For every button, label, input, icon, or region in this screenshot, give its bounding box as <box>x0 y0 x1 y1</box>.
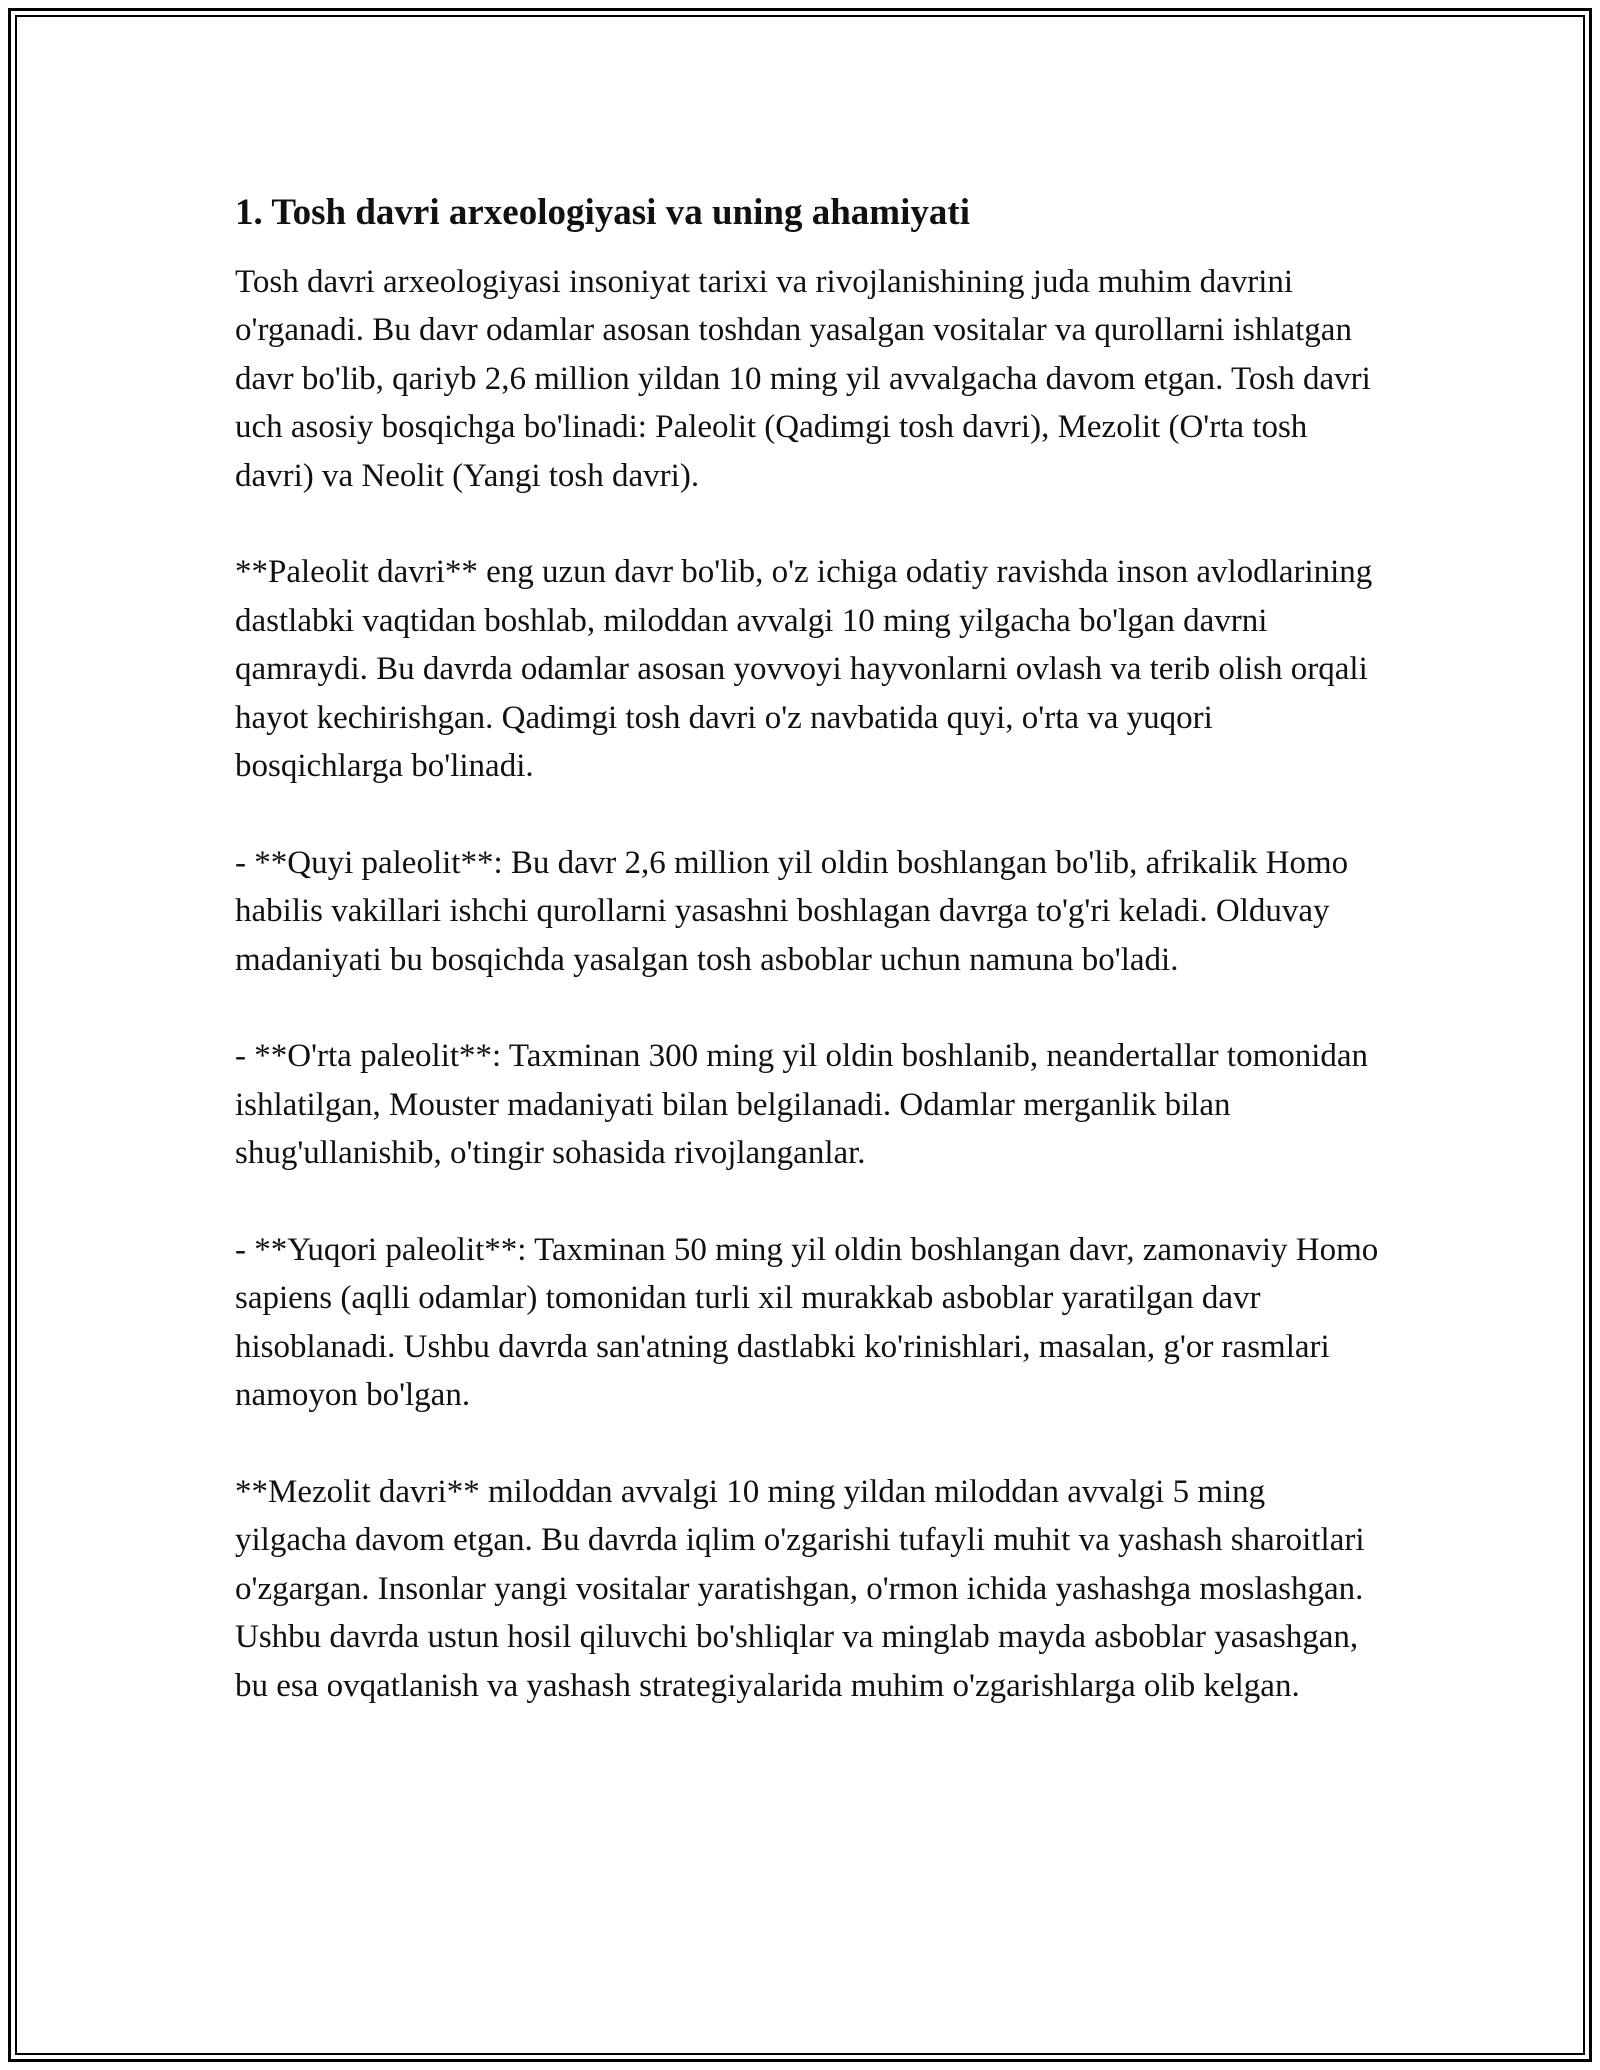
paragraph-yuqori-paleolit: - **Yuqori paleolit**: Taxminan 50 ming yil oldin boshlangan davr, zamonaviy Homo sapiens (aqlli odamlar) tomonidan turli xil murakkab asboblar yaratilgan davr hisoblanadi. Ushbu davrda san'atning dastlabki ko'rinishlari, masalan, g'or rasmlari namoyon bo'lgan. <box>235 1232 1379 1414</box>
paragraph-quyi-paleolit: - **Quyi paleolit**: Bu davr 2,6 million yil oldin boshlangan bo'lib, afrikalik Homo habilis vakillari ishchi qurollarni yasashni boshlagan davrga to'g'ri keladi. Olduvay madaniyati bu bosqichda yasalgan tosh asboblar uchun namuna bo'ladi. <box>235 844 1349 978</box>
paragraph-paleolit: **Paleolit davri** eng uzun davr bo'lib, o'z ichiga odatiy ravishda inson avlodlarining dastlabki vaqtidan boshlab, miloddan avvalgi 10 ming yilgacha bo'lgan davrni qamraydi. Bu davrda odamlar asosan yovvoyi hayvonlarni ovlash va terib olish orqali hayot kechirishgan. Qadimgi tosh davri o'z navbatida quyi, o'rta va yuqori bosqichlarga bo'linadi. <box>235 554 1373 785</box>
paragraph-orta-paleolit: - **O'rta paleolit**: Taxminan 300 ming yil oldin boshlanib, neandertallar tomonidan ishlatilgan, Mouster madaniyati bilan belgilanadi. Odamlar merganlik bilan shug'ullanishib, o'tingir sohasida rivojlanganlar. <box>235 1038 1369 1172</box>
paragraph-intro: Tosh davri arxeologiyasi insoniyat tarixi va rivojlanishining juda muhim davrini o'rganadi. Bu davr odamlar asosan toshdan yasalgan vositalar va qurollarni ishlatgan davr bo'lib, qariyb 2,6 million yildan 10 ming yil avvalgacha davom etgan. Tosh davri uch asosiy bosqichga bo'linadi: Paleolit (Qadimgi tosh davri), Mezolit (O'rta tosh davri) va Neolit (Yangi tosh davri). <box>235 264 1371 494</box>
section-heading: 1. Tosh davri arxeologiyasi va uning ahamiyati <box>235 192 970 233</box>
document-body <box>235 188 1385 1759</box>
paragraph-mezolit: **Mezolit davri** miloddan avvalgi 10 ming yildan miloddan avvalgi 5 ming yilgacha davom etgan. Bu davrda iqlim o'zgarishi tufayli muhit va yashash sharoitlari o'zgargan. Insonlar yangi vositalar yaratishgan, o'rmon ichida yashashga moslashgan. Ushbu davrda ustun hosil qiluvchi bo'shliqlar va minglab mayda asboblar yasashgan, bu esa ovqatlanish va yashash strategiyalarida muhim o'zgarishlarga olib kelgan. <box>235 1474 1365 1704</box>
